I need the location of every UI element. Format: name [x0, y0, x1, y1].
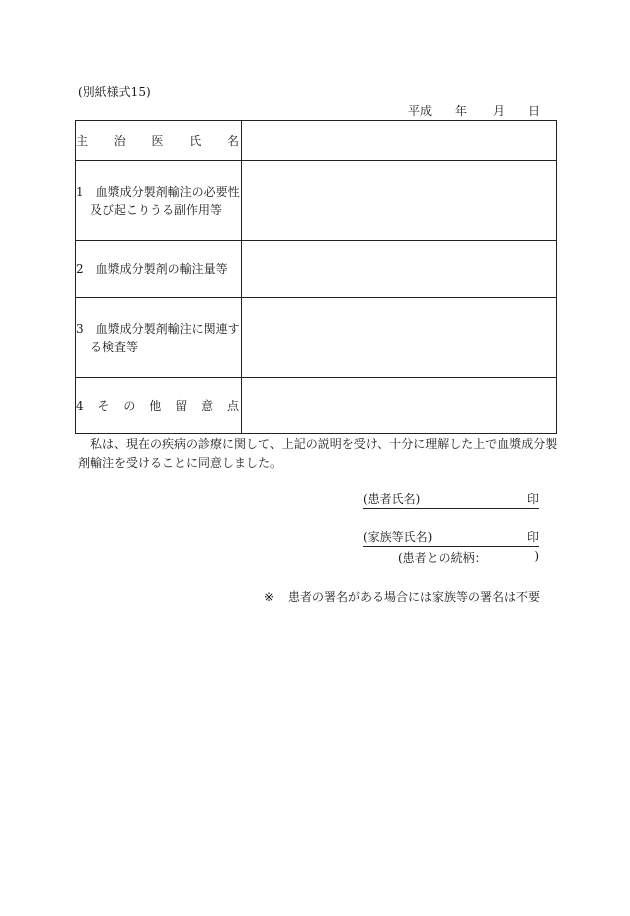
row-label-necessity: [76, 161, 242, 241]
label-char: 氏: [189, 133, 202, 148]
seal-mark: 印: [526, 492, 539, 506]
note-mark: ※: [264, 590, 275, 604]
label-char: そ: [97, 398, 110, 413]
date-era: 平成: [408, 104, 433, 118]
note-text: 患者の署名がある場合には家族等の署名は不要: [288, 590, 541, 604]
row-label-text: 1 血漿成分製剤輸注の必要性及び起こりうる副作用等: [76, 184, 240, 217]
seal-mark: 印: [526, 530, 539, 544]
label-char: 留: [175, 398, 188, 413]
label-char: 治: [113, 133, 126, 148]
physician-name-field[interactable]: [242, 121, 557, 161]
table-row: [76, 161, 557, 241]
relationship-field[interactable]: [398, 549, 539, 566]
form-number: (別紙様式15): [78, 85, 151, 99]
date-year: 年: [455, 104, 468, 118]
family-signature-label: (家族等氏名): [363, 530, 433, 544]
label-char: 主: [76, 133, 89, 148]
label-char: 意: [201, 398, 214, 413]
row-label-text: 3 血漿成分製剤輸注に関連する検査等: [76, 321, 240, 354]
necessity-field[interactable]: [242, 161, 557, 241]
patient-signature-label: (患者氏名): [363, 492, 421, 506]
patient-signature[interactable]: [363, 492, 539, 509]
label-char: の: [123, 398, 136, 413]
table-row: [76, 121, 557, 161]
consent-statement: 私は、現在の疾病の診療に関して、上記の説明を受け、十分に理解した上で血漿成分製剤輸注を受けることに同意しました。: [78, 437, 558, 470]
relationship-label: (患者との続柄：: [398, 551, 487, 565]
table-row: [76, 241, 557, 298]
label-char: 点: [226, 398, 239, 413]
label-char: 4: [76, 398, 84, 413]
explanation-table: [75, 120, 557, 434]
row-label-other: [76, 378, 242, 434]
label-char: 他: [149, 398, 162, 413]
footnote: [264, 588, 540, 605]
row-label-tests: [76, 298, 242, 378]
date-month: 月: [493, 104, 506, 118]
label-char: 名: [226, 133, 239, 148]
relationship-close: ): [534, 549, 539, 563]
other-notes-field[interactable]: [242, 378, 557, 434]
table-row: [76, 378, 557, 434]
date-day: 日: [528, 104, 541, 118]
family-signature[interactable]: [363, 530, 539, 547]
row-label-physician: [76, 121, 242, 161]
date-line: [408, 102, 540, 119]
volume-field[interactable]: [242, 241, 557, 298]
table-row: [76, 298, 557, 378]
row-label-text: 2 血漿成分製剤の輸注量等: [76, 262, 228, 276]
label-char: 医: [151, 133, 164, 148]
row-label-volume: [76, 241, 242, 298]
tests-field[interactable]: [242, 298, 557, 378]
